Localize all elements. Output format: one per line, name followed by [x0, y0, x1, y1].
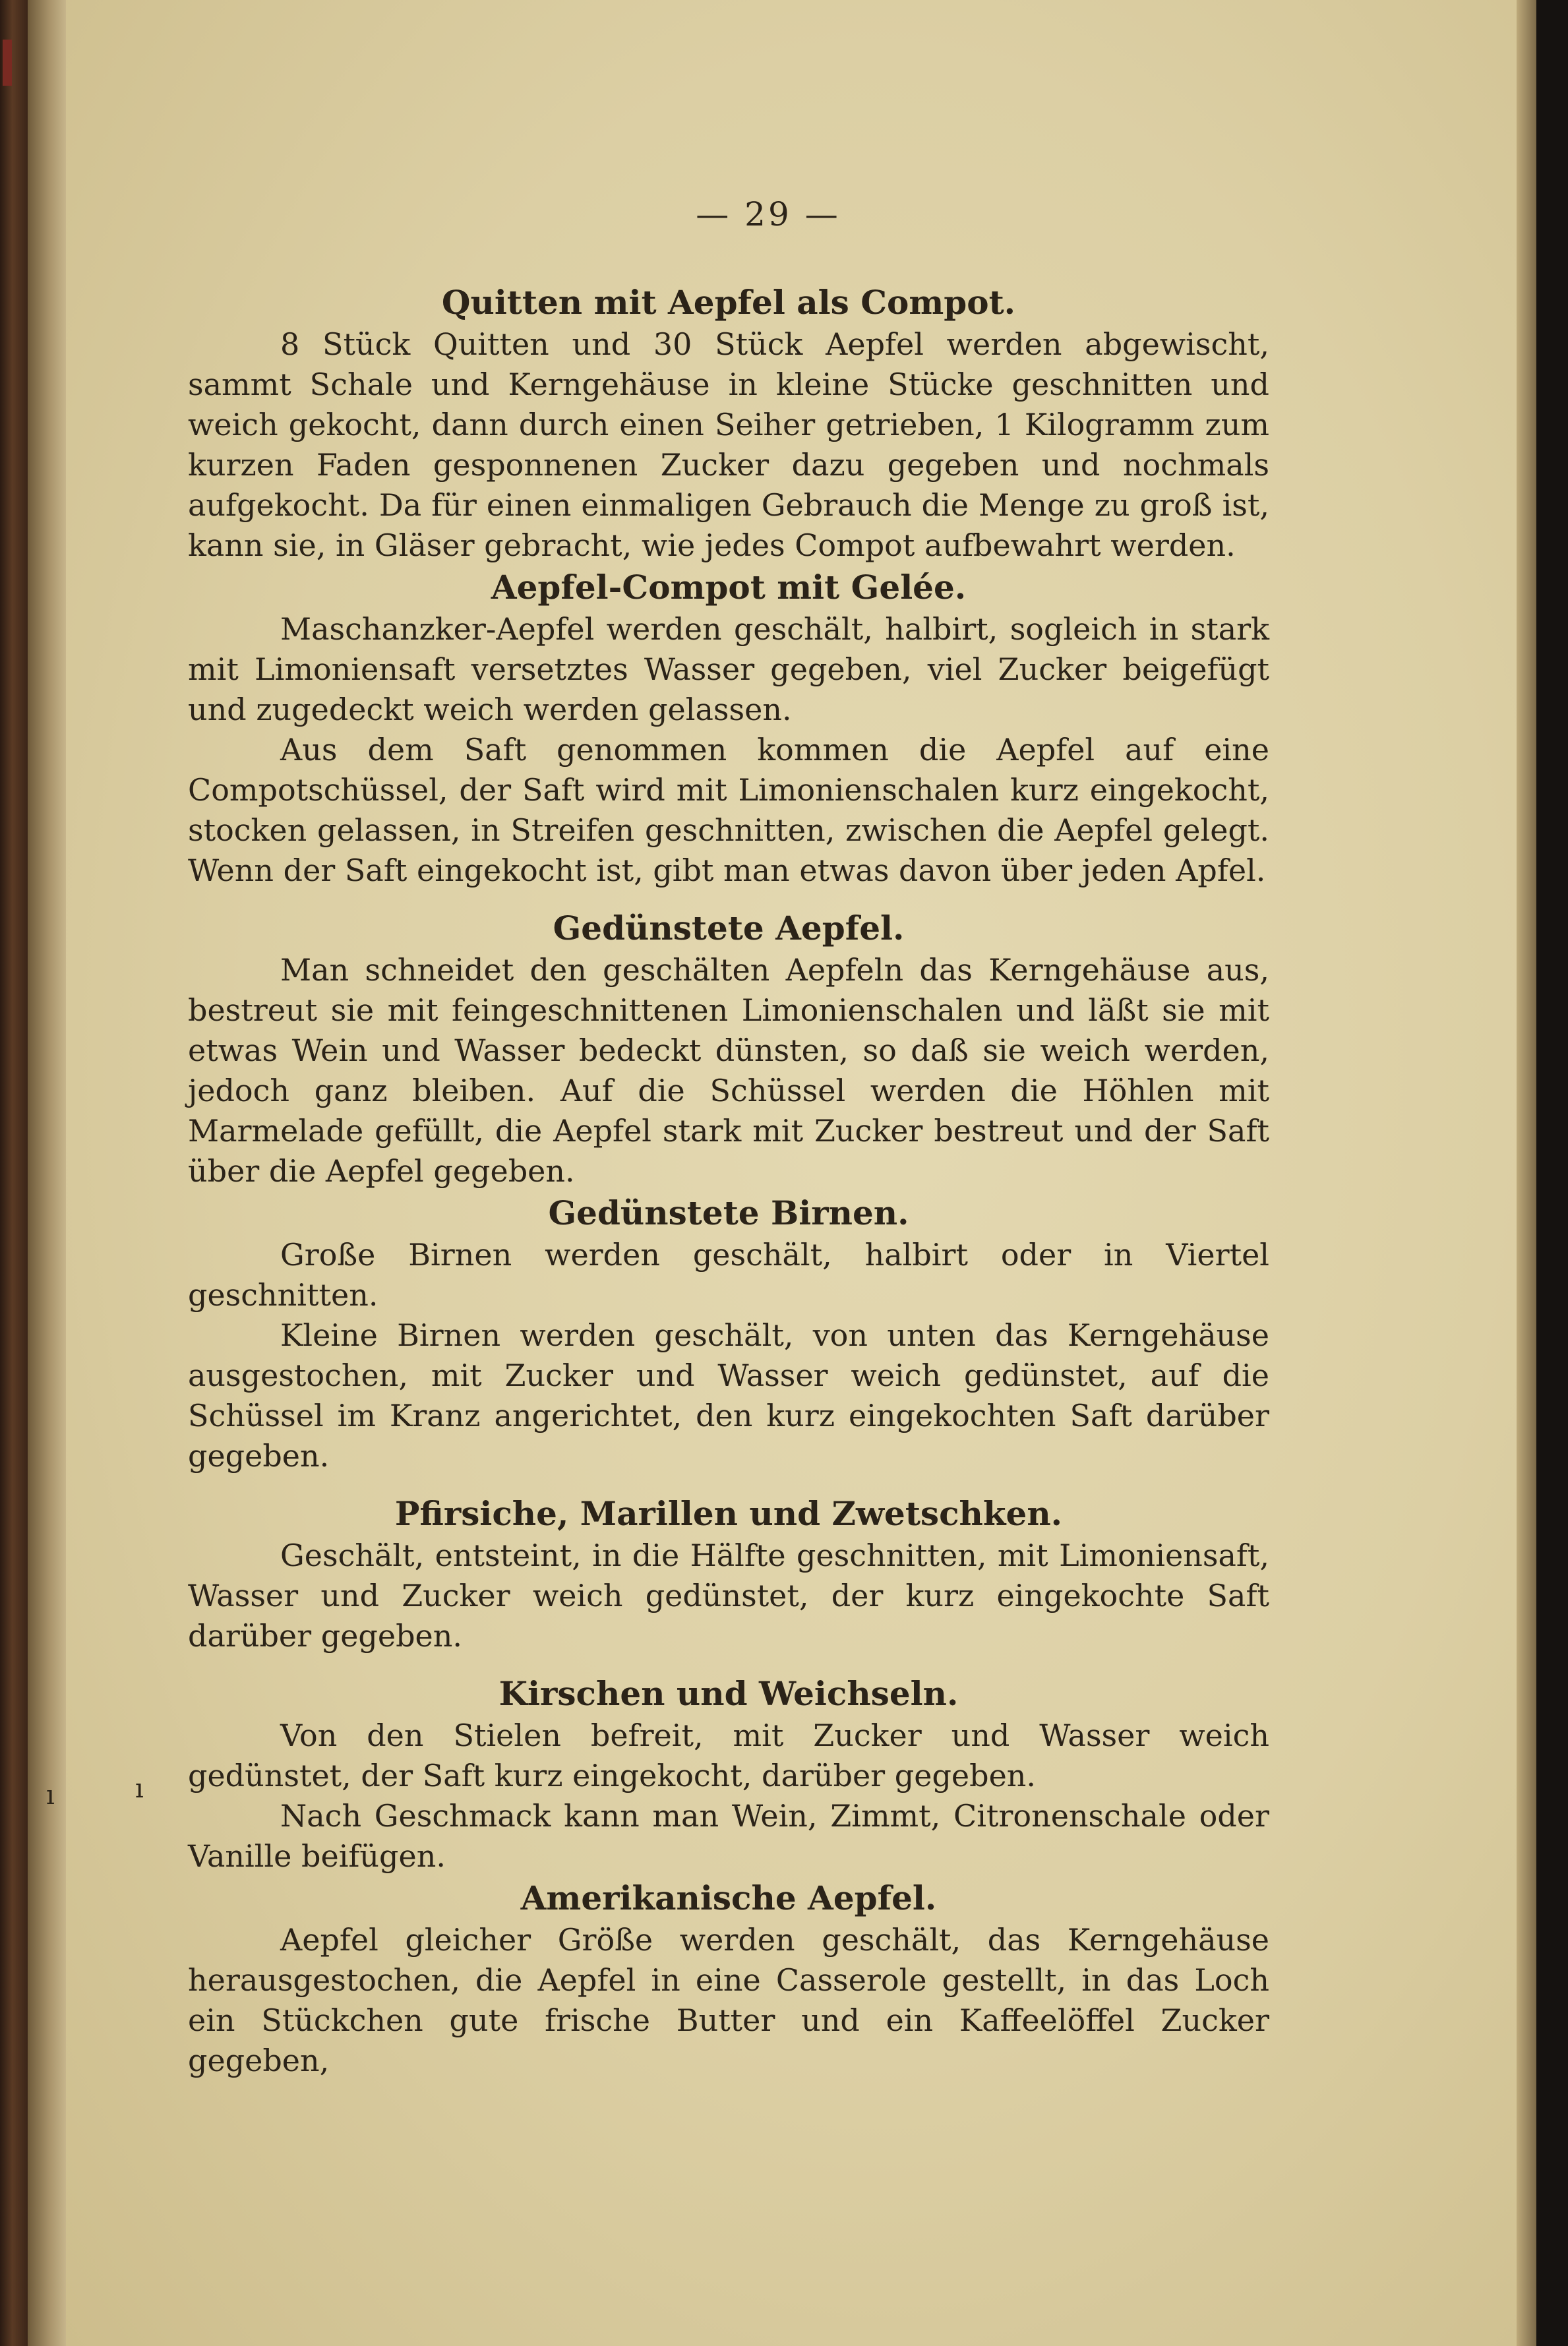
recipe-paragraph: Von den Stielen befreit, mit Zucker und Wasser weich gedünstet, der Saft kurz eingekocht, darüber gegeben.	[188, 1718, 1269, 1793]
recipe-paragraph: Aus dem Saft genommen kommen die Aepfel auf eine Compotschüssel, der Saft wird mit Limonienschalen kurz eingekocht, stocken gelassen, in Streifen geschnitten, zwischen die Aepfel gelegt. Wenn der Saft eingekocht ist, gibt man etwas davon über jeden Apfel.	[188, 732, 1269, 888]
recipe-heading: Amerikanische Aepfel.	[520, 1879, 937, 1917]
recipe-paragraph: Nach Geschmack kann man Wein, Zimmt, Citronenschale oder Vanille beifügen.	[188, 1798, 1269, 1874]
margin-mark: ı	[135, 1774, 144, 1804]
recipe-paragraph: Man schneidet den geschälten Aepfeln das Kerngehäuse aus, bestreut sie mit feingeschnittenen Limonienschalen und läßt sie mit etwas Wein und Wasser bedeckt dünsten, so daß sie weich werden, jedoch ganz bleiben. Auf die Schüssel werden die Höhlen mit Marmelade gefüllt, die Aepfel stark mit Zucker bestreut und der Saft über die Aepfel gegeben.	[188, 952, 1269, 1189]
recipe-heading: Kirschen und Weichseln.	[498, 1674, 959, 1713]
recipe-heading: Gedünstete Aepfel.	[553, 909, 905, 947]
page-text	[188, 195, 1269, 2081]
scan-border	[1536, 0, 1568, 2346]
book-spine	[0, 0, 28, 2346]
recipe-heading: Pfirsiche, Marillen und Zwetschken.	[394, 1494, 1063, 1533]
recipe-heading: Gedünstete Birnen.	[548, 1193, 909, 1232]
recipe-heading: Aepfel-Compot mit Gelée.	[491, 568, 967, 607]
recipe-section	[188, 1877, 1269, 2081]
recipe-section	[188, 281, 1269, 566]
recipe-section	[188, 1492, 1269, 1656]
recipe-paragraph: Kleine Birnen werden geschält, von unten das Kerngehäuse ausgestochen, mit Zucker und Wasser weich gedünstet, auf die Schüssel im Kranz angerichtet, den kurz eingekochten Saft darüber gegeben.	[188, 1317, 1269, 1474]
spacer	[188, 1476, 1269, 1492]
recipe-section	[188, 566, 1269, 891]
spine-bookmark	[3, 40, 12, 86]
margin-mark: ı	[46, 1780, 55, 1811]
paper-edge	[1517, 0, 1536, 2346]
page-number: — 29 —	[696, 195, 841, 233]
recipe-paragraph: 8 Stück Quitten und 30 Stück Aepfel werden abgewischt, sammt Schale und Kerngehäuse in kleine Stücke geschnitten und weich gekocht, dann durch einen Seiher getrieben, 1 Kilogramm zum kurzen Faden gesponnenen Zucker dazu gegeben und nochmals aufgekocht. Da für einen einmaligen Gebrauch die Menge zu groß ist, kann sie, in Gläser gebracht, wie jedes Compot aufbewahrt werden.	[188, 326, 1269, 563]
page-gutter	[28, 0, 67, 2346]
spacer	[188, 891, 1269, 907]
recipe-section	[188, 1191, 1269, 1476]
recipe-section	[188, 907, 1269, 1191]
spacer	[188, 1656, 1269, 1672]
recipe-paragraph: Geschält, entsteint, in die Hälfte geschnitten, mit Limoniensaft, Wasser und Zucker weich gedünstet, der kurz eingekochte Saft darüber gegeben.	[188, 1538, 1269, 1654]
recipe-paragraph: Aepfel gleicher Größe werden geschält, das Kerngehäuse herausgestochen, die Aepfel in eine Casserole gestellt, in das Loch ein Stückchen gute frische Butter und ein Kaffeelöffel Zucker gegeben,	[188, 1922, 1269, 2078]
recipe-section	[188, 1672, 1269, 1877]
recipe-paragraph: Maschanzker-Aepfel werden geschält, halbirt, sogleich in stark mit Limoniensaft versetztes Wasser gegeben, viel Zucker beigefügt und zugedeckt weich werden gelassen.	[188, 611, 1269, 727]
recipe-heading: Quitten mit Aepfel als Compot.	[441, 283, 1016, 322]
recipe-paragraph: Große Birnen werden geschält, halbirt oder in Viertel geschnitten.	[188, 1237, 1269, 1313]
